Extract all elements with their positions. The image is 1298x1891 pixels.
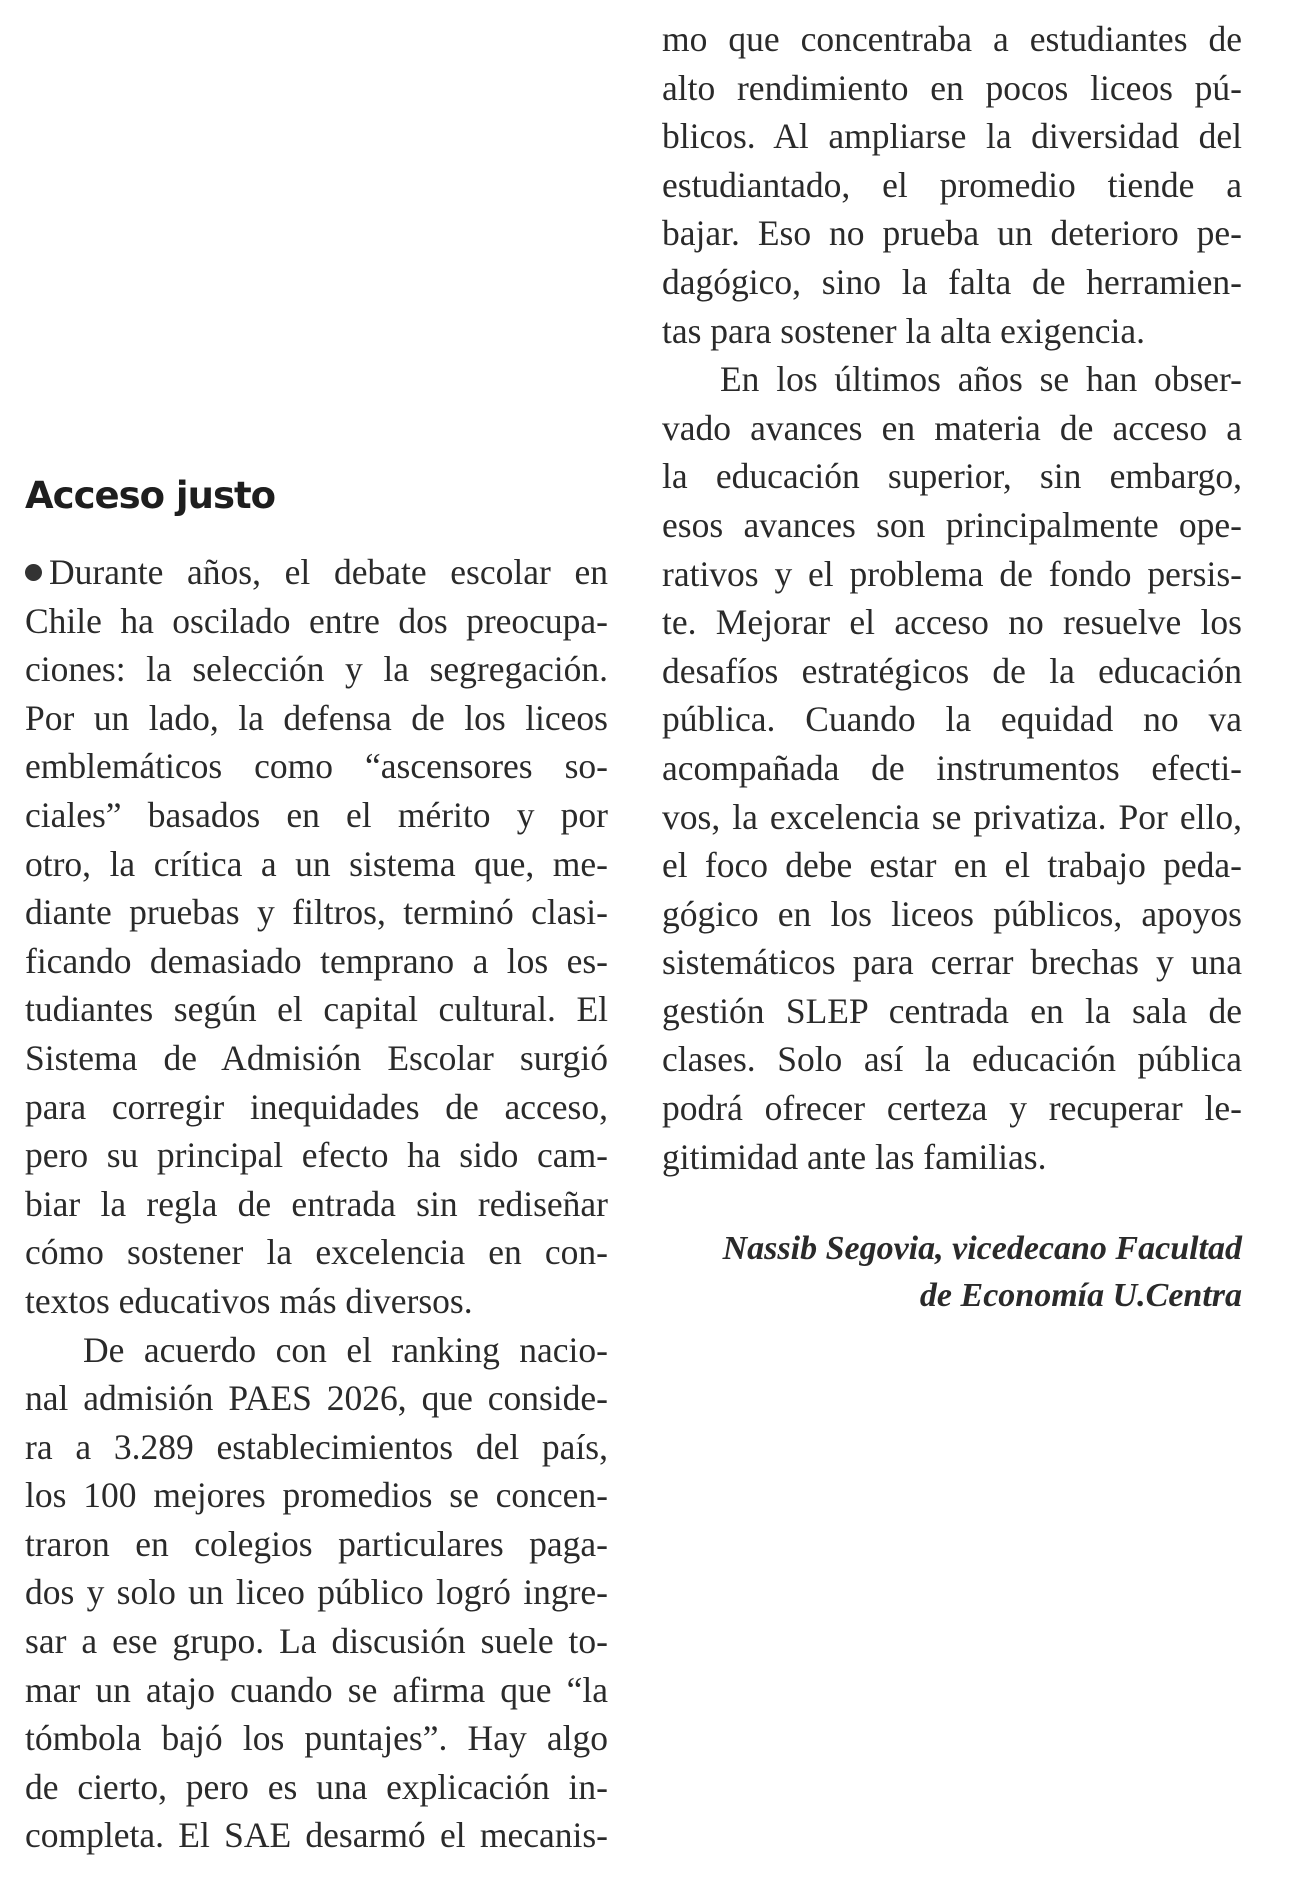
text-line [25,1714,608,1763]
text-line-content: dagógico, sino la falta de herramien- [662,261,1242,302]
text-line-content: En los últimos años se han obser- [720,359,1242,400]
text-line [662,841,1242,890]
text-line-content: desafíos estratégicos de la educación [662,650,1242,691]
text-line-content: tudiantes según el capital cultural. El [25,989,608,1030]
text-line-content: gestión SLEP centrada en la sala de [662,990,1242,1031]
text-line [662,1035,1242,1084]
text-line [662,938,1242,987]
text-line-content: cómo sostener la excelencia en con- [25,1232,608,1273]
text-line [662,258,1242,307]
text-line-content: sar a ese grupo. La discusión suele to- [25,1621,608,1662]
text-line-content: pública. Cuando la equidad no va [662,699,1242,740]
signature-line-1: Nassib Segovia, vicedecano Facultad [722,1230,1242,1267]
text-line-content: estudiantado, el promedio tiende a [662,164,1242,205]
text-line [662,501,1242,550]
text-line [25,1617,608,1666]
text-line [25,1131,608,1180]
text-line-content: mo que concentraba a estudiantes de [662,19,1242,59]
text-line-content: mar un atajo cuando se afirma que “la [25,1669,608,1710]
text-line-content: ciales” basados en el mérito y por [25,794,608,835]
text-line-content: rativos y el problema de fondo persis- [662,553,1242,594]
text-line-content: vos, la excelencia se privatiza. Por ello, [662,796,1242,837]
text-line-content: Por un lado, la defensa de los liceos [25,697,608,738]
text-line-content: bajar. Eso no prueba un deterioro pe- [662,213,1242,254]
text-line-content: blicos. Al ampliarse la diversidad del [662,116,1242,157]
bullet-icon [25,564,42,581]
text-line-content: nal admisión PAES 2026, que conside- [25,1378,608,1419]
text-line-content: clases. Solo así la educación pública [662,1039,1242,1080]
text-line [25,1326,608,1375]
text-line [25,1568,608,1617]
text-line-content: emblemáticos como “ascensores so- [25,746,608,787]
text-line [662,355,1242,404]
article-column-left [25,548,608,1860]
text-line-content: diante pruebas y filtros, terminó clasi- [25,892,608,933]
text-line-content: el foco debe estar en el trabajo peda- [662,845,1242,886]
text-line [25,1520,608,1569]
text-line-content: tómbola bajó los puntajes”. Hay algo [25,1718,608,1759]
text-line [662,112,1242,161]
text-line-content: traron en colegios particulares paga- [25,1523,608,1564]
text-line-content: alto rendimiento en pocos liceos pú- [662,67,1242,108]
text-line [662,1084,1242,1133]
text-line [25,548,608,597]
text-line [25,1666,608,1715]
text-line [662,404,1242,453]
text-line [25,1811,608,1860]
author-signature [662,1225,1242,1319]
text-line-content: Sistema de Admisión Escolar surgió [25,1037,608,1078]
text-line [25,1277,608,1326]
text-line [662,64,1242,113]
text-line [662,793,1242,842]
text-line-content: textos educativos más diversos. [25,1280,473,1321]
text-line-content: biar la regla de entrada sin rediseñar [25,1183,608,1224]
text-line [25,742,608,791]
text-line [25,1471,608,1520]
text-line [662,695,1242,744]
text-line-content: De acuerdo con el ranking nacio- [83,1329,608,1370]
text-line [662,987,1242,1036]
text-line-content: tas para sostener la alta exigencia. [662,310,1145,351]
text-line-content: de cierto, pero es una explicación in- [25,1766,608,1807]
text-line-content: gitimidad ante las familias. [662,1136,1047,1177]
text-line-content: ficando demasiado temprano a los es- [25,940,608,981]
text-line [662,161,1242,210]
text-line [662,647,1242,696]
text-line-content: Chile ha oscilado entre dos preocupa- [25,600,608,641]
text-line-content: esos avances son principalmente ope- [662,504,1242,545]
text-line [25,1374,608,1423]
text-line-content: Durante años, el debate escolar en [49,552,608,592]
text-line [25,840,608,889]
text-line-content: otro, la crítica a un sistema que, me- [25,843,608,884]
text-line-content: dos y solo un liceo público logró ingre- [25,1572,608,1613]
text-line [662,307,1242,356]
text-line [25,1180,608,1229]
text-line [662,550,1242,599]
text-line-content: podrá ofrecer certeza y recuperar le- [662,1088,1242,1129]
text-line-content: te. Mejorar el acceso no resuelve los [662,602,1242,643]
text-line [25,597,608,646]
text-line-content: sistemáticos para cerrar brechas y una [662,942,1242,983]
text-line [662,890,1242,939]
text-line [662,1133,1242,1182]
text-line [25,645,608,694]
signature-line-2: de Economía U.Centra [919,1277,1242,1314]
text-line [662,209,1242,258]
text-line-content: acompañada de instrumentos efecti- [662,747,1242,788]
text-line [662,15,1242,64]
text-line-content: pero su principal efecto ha sido cam- [25,1135,608,1176]
text-line [662,452,1242,501]
text-line [25,1228,608,1277]
text-line [25,888,608,937]
text-line [25,1034,608,1083]
text-line-content: los 100 mejores promedios se concen- [25,1475,608,1516]
article-column-right [662,15,1242,1181]
text-line-content: ciones: la selección y la segregación. [25,649,608,690]
text-line [662,598,1242,647]
article-heading: Acceso justo [25,473,276,517]
text-line [25,791,608,840]
text-line-content: completa. El SAE desarmó el mecanis- [25,1815,608,1856]
text-line-content: vado avances en materia de acceso a [662,407,1242,448]
text-line [662,744,1242,793]
text-line [25,1423,608,1472]
text-line-content: gógico en los liceos públicos, apoyos [662,893,1242,934]
text-line-content: ra a 3.289 establecimientos del país, [25,1426,608,1467]
text-line [25,937,608,986]
text-line [25,985,608,1034]
text-line-content: para corregir inequidades de acceso, [25,1086,608,1127]
text-line [25,1763,608,1812]
text-line [25,694,608,743]
text-line [25,1083,608,1132]
text-line-content: la educación superior, sin embargo, [662,456,1242,497]
